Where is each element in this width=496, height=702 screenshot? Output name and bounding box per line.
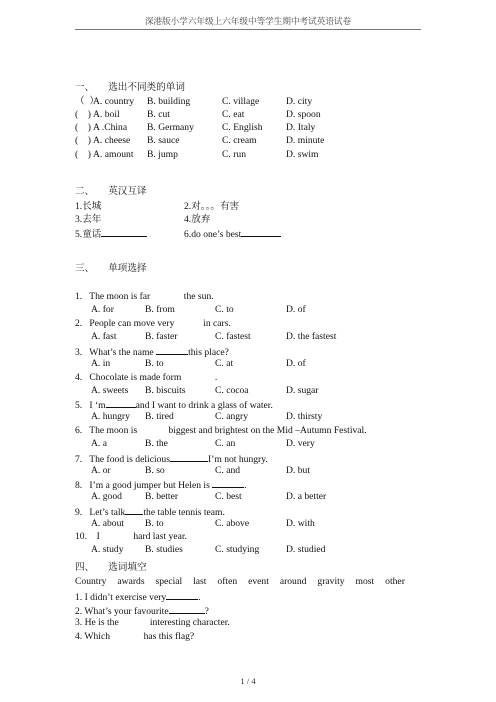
- fill-item-4: 4. Which has this flag?: [75, 631, 195, 642]
- word-bank-word: Country: [75, 576, 107, 587]
- part1-paren: （ ）: [75, 96, 99, 107]
- question-3-option-d: D. of: [286, 358, 306, 369]
- word-bank: [75, 576, 405, 587]
- word-bank-word: awards: [117, 576, 145, 587]
- section-4-heading: [75, 562, 147, 573]
- question-7-option-c: C. and: [215, 465, 241, 476]
- question-1-option-c: C. to: [215, 304, 234, 315]
- question-2-option-a: A. fast: [91, 331, 117, 342]
- question-4-option-a: A. sweets: [91, 385, 129, 396]
- part1-option-b: B. building: [147, 96, 191, 107]
- part1-option-d: D. minute: [286, 135, 325, 146]
- question-8: 8. I’m a good jumper but Helen is .: [75, 480, 247, 491]
- page-number: 1 / 4: [240, 676, 256, 686]
- question-8-option-d: D. a better: [286, 491, 327, 502]
- part1-option-c: C. village: [222, 96, 260, 107]
- question-10-option-c: C. studying: [215, 544, 260, 555]
- question-1-option-a: A. for: [91, 304, 114, 315]
- section-3-heading: [75, 263, 147, 274]
- question-9-option-a: A. about: [91, 518, 125, 529]
- word-bank-word: around: [279, 576, 307, 587]
- translation-item-4: 4.放弃: [184, 214, 211, 225]
- header-rule: [75, 29, 421, 30]
- answer-blank[interactable]: [212, 478, 244, 488]
- part1-option-d: D. Italy: [286, 122, 316, 133]
- question-3-option-a: A. in: [91, 358, 111, 369]
- question-9-option-c: C. above: [215, 518, 250, 529]
- translation-item-2: 2.对。。。有害: [184, 201, 240, 212]
- section-2-title: 英汉互译: [108, 186, 147, 197]
- word-bank-word: often: [217, 576, 238, 587]
- section-2-number: 二、: [75, 186, 95, 197]
- question-6: 6. The moon is biggest and brightest on the Mid –Autumn Festival.: [75, 425, 367, 436]
- translation-item-6: 6.do one’s best: [184, 227, 281, 240]
- question-3-option-c: C. at: [215, 358, 234, 369]
- part1-option-d: D. city: [286, 96, 313, 107]
- question-3: 3. What’s the name this place?: [75, 347, 229, 358]
- question-10-option-b: B. studies: [145, 544, 183, 555]
- question-4: 4. Chocolate is made form .: [75, 372, 218, 383]
- question-1: 1. The moon is far the sun.: [75, 291, 214, 302]
- question-3-option-b: B. to: [145, 358, 164, 369]
- fill-item-2: 2. What’s your favourite ?: [75, 606, 209, 617]
- answer-blank[interactable]: [125, 505, 143, 515]
- word-bank-word: most: [355, 576, 375, 587]
- question-1-option-d: D. of: [286, 304, 306, 315]
- section-4-number: 四、: [75, 562, 95, 573]
- part1-option-a: A. amount: [93, 149, 134, 160]
- question-6-option-a: A. a: [91, 438, 107, 449]
- answer-blank[interactable]: [101, 227, 147, 237]
- word-bank-word: other: [385, 576, 405, 587]
- question-7-option-b: B. so: [145, 465, 165, 476]
- answer-blank[interactable]: [241, 227, 281, 237]
- answer-blank[interactable]: [169, 604, 205, 614]
- translation-item-1: 1.长城: [75, 201, 102, 212]
- question-8-option-a: A. good: [91, 491, 122, 502]
- word-bank-word: special: [155, 576, 183, 587]
- question-10-option-a: A. study: [91, 544, 124, 555]
- fill-item-1: 1. I didn’t exercise very .: [75, 592, 201, 603]
- page-header: 深港版小学六年级上六年级中等学生期中考试英语试卷: [144, 16, 352, 26]
- question-9: 9. Let’s talk the table tennis team.: [75, 507, 225, 518]
- section-3-number: 三、: [75, 263, 95, 274]
- answer-blank[interactable]: [170, 452, 208, 462]
- part1-option-d: D. swim: [286, 149, 319, 160]
- part1-paren: ( ): [75, 149, 91, 160]
- translation-item-5: 5.童话: [75, 227, 147, 240]
- part1-option-c: C. eat: [222, 109, 245, 120]
- question-10-option-d: D. studied: [286, 544, 326, 555]
- question-6-option-d: D. very: [286, 438, 315, 449]
- question-7: 7. The food is delicious I’m not hungry.: [75, 454, 268, 465]
- question-4-option-b: B. biscuits: [145, 385, 186, 396]
- part1-option-b: B. sauce: [147, 135, 180, 146]
- part1-paren: ( ): [75, 109, 91, 120]
- question-6-option-b: B. the: [145, 438, 168, 449]
- part1-option-b: B. jump: [147, 149, 178, 160]
- part1-option-b: B. Germany: [147, 122, 194, 133]
- part1-paren: ( ): [75, 135, 91, 146]
- answer-blank[interactable]: [166, 590, 198, 600]
- part1-option-a: A. boil: [93, 109, 120, 120]
- question-6-option-c: C. an: [215, 438, 236, 449]
- fill-item-3: 3. He is the interesting character.: [75, 617, 230, 628]
- question-10: 10. I hard last year.: [75, 531, 187, 542]
- section-3-title: 单项选择: [108, 263, 147, 274]
- question-4-option-d: D. sugar: [286, 385, 319, 396]
- translation-item-3: 3.去年: [75, 214, 102, 225]
- part1-option-c: C. run: [222, 149, 246, 160]
- part1-option-a: A .China: [93, 122, 128, 133]
- word-bank-word: last: [193, 576, 207, 587]
- question-5-option-c: C. angry: [215, 411, 249, 422]
- question-9-option-d: D. with: [286, 518, 315, 529]
- part1-option-c: C. English: [222, 122, 263, 133]
- part1-option-a: A. country: [93, 96, 135, 107]
- question-5-option-b: B. tired: [145, 411, 174, 422]
- answer-blank[interactable]: [106, 398, 136, 408]
- section-2-heading: [75, 186, 147, 197]
- section-1-heading: [75, 82, 185, 93]
- question-5-option-d: D. thirsty: [286, 411, 323, 422]
- part1-option-a: A. cheese: [93, 135, 131, 146]
- question-1-option-b: B. from: [145, 304, 175, 315]
- question-8-option-c: C. best: [215, 491, 242, 502]
- question-4-option-c: C. cocoa: [215, 385, 249, 396]
- word-bank-word: gravity: [317, 576, 345, 587]
- question-7-option-a: A. or: [91, 465, 111, 476]
- part1-option-d: D. spoon: [286, 109, 321, 120]
- part1-option-b: B. cut: [147, 109, 170, 120]
- question-8-option-b: B. better: [145, 491, 179, 502]
- question-2-option-b: B. faster: [145, 331, 178, 342]
- word-bank-word: event: [248, 576, 269, 587]
- section-4-title: 选词填空: [108, 562, 147, 573]
- question-5: 5. I ‘m and I want to drink a glass of water.: [75, 400, 273, 411]
- question-5-option-a: A. hungry: [91, 411, 130, 422]
- question-7-option-d: D. but: [286, 465, 310, 476]
- part1-paren: ( ): [75, 122, 91, 133]
- section-1-title: 选出不同类的单词: [108, 82, 185, 93]
- answer-blank[interactable]: [156, 345, 188, 355]
- part1-option-c: C. cream: [222, 135, 257, 146]
- question-2-option-d: D. the fastest: [286, 331, 337, 342]
- section-1-number: 一、: [75, 82, 95, 93]
- question-2-option-c: C. fastest: [215, 331, 251, 342]
- question-9-option-b: B. to: [145, 518, 164, 529]
- question-2: 2. People can move very in cars.: [75, 318, 231, 329]
